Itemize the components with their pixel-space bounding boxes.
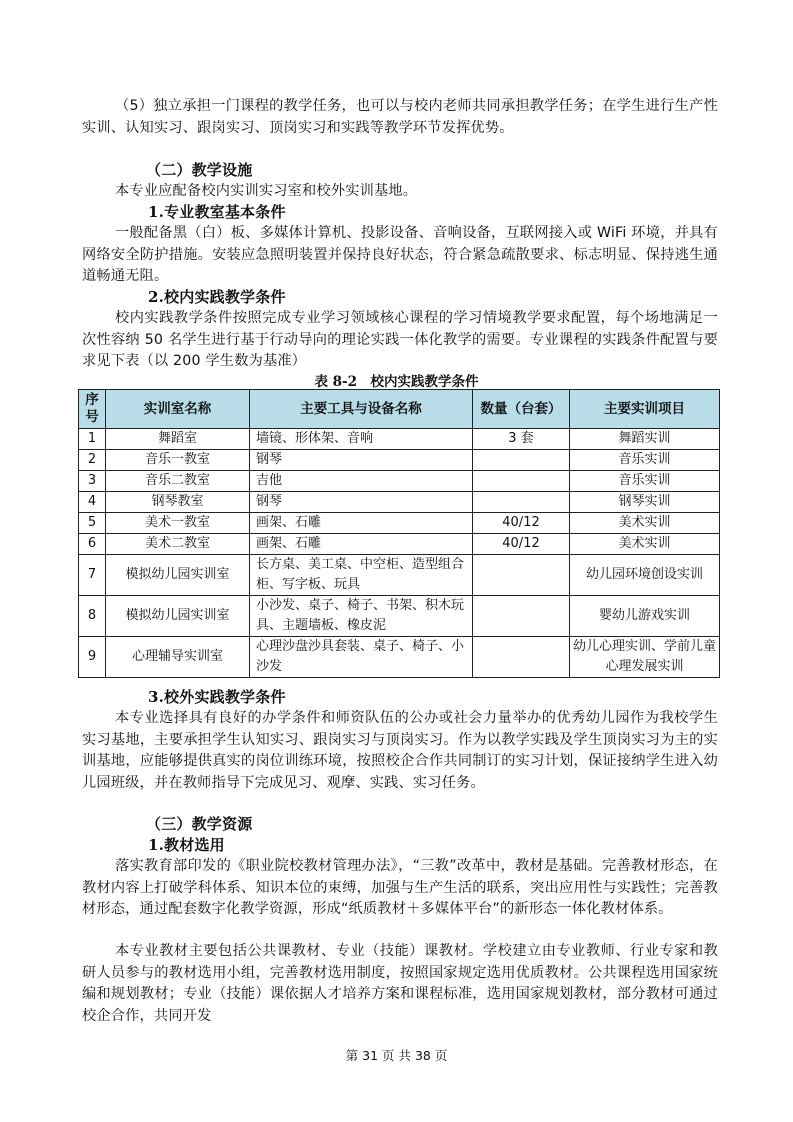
cell-quantity: [473, 637, 570, 678]
heading-teaching-resources: （三）教学资源: [146, 815, 253, 833]
header-quantity: 数量（台套）: [473, 390, 570, 429]
heading-teaching-facilities: （二）教学设施: [146, 161, 253, 179]
heading-textbook-selection: 1.教材选用: [148, 836, 225, 854]
paragraph-teacher-task: （5）独立承担一门课程的教学任务，也可以与校内老师共同承担教学任务；在学生进行生产性实训、认知实习、跟岗实习、顶岗实习和实践等教学环节发挥优势。: [82, 98, 718, 136]
table-row: [79, 492, 720, 513]
cell-quantity: [473, 596, 570, 637]
cell-no: 4: [79, 492, 106, 513]
cell-equipment: 小沙发、桌子、椅子、书架、积木玩具、主题墙板、橡皮泥: [250, 596, 473, 637]
practice-conditions-table: [78, 389, 720, 678]
cell-no: 6: [79, 534, 106, 555]
cell-project: 婴幼儿游戏实训: [570, 596, 720, 637]
paragraph-facilities-intro: 本专业应配备校内实训实习室和校外实训基地。: [115, 183, 418, 199]
cell-project: 音乐实训: [570, 471, 720, 492]
cell-quantity: 3 套: [473, 429, 570, 450]
cell-project: 幼儿心理实训、学前儿童心理发展实训: [570, 637, 720, 678]
cell-room-name: 音乐二教室: [106, 471, 250, 492]
cell-room-name: 模拟幼儿园实训室: [106, 555, 250, 596]
cell-project: 美术实训: [570, 534, 720, 555]
cell-equipment: 钢琴: [250, 492, 473, 513]
cell-quantity: 40/12: [473, 513, 570, 534]
cell-project: 音乐实训: [570, 450, 720, 471]
cell-equipment: 画架、石雕: [250, 513, 473, 534]
cell-quantity: [473, 471, 570, 492]
cell-no: 2: [79, 450, 106, 471]
cell-no: 9: [79, 637, 106, 678]
cell-quantity: [473, 492, 570, 513]
table-row: [79, 513, 720, 534]
cell-no: 8: [79, 596, 106, 637]
table-caption: 表 8-2 校内实践教学条件: [314, 374, 479, 390]
table-header-row: [79, 390, 720, 429]
cell-project: 钢琴实训: [570, 492, 720, 513]
table-row: [79, 429, 720, 450]
cell-quantity: 40/12: [473, 534, 570, 555]
cell-room-name: 美术一教室: [106, 513, 250, 534]
cell-quantity: [473, 555, 570, 596]
cell-no: 5: [79, 513, 106, 534]
table-row: [79, 471, 720, 492]
cell-project: 舞蹈实训: [570, 429, 720, 450]
cell-equipment: 墙镜、形体架、音响: [250, 429, 473, 450]
cell-no: 3: [79, 471, 106, 492]
table-row: [79, 450, 720, 471]
header-room: 实训室名称: [106, 390, 250, 429]
cell-equipment: 吉他: [250, 471, 473, 492]
paragraph-classroom-conditions: 一般配备黑（白）板、多媒体计算机、投影设备、音响设备，互联网接入或 WiFi 环境，并具有网络安全防护措施。安装应急照明装置并保持良好状态，符合紧急疏散要求、标志明显、保持逃生通道畅通无阻。: [82, 225, 718, 284]
header-no: 序号: [79, 390, 106, 429]
cell-equipment: 心理沙盘沙具套装、桌子、椅子、小沙发: [250, 637, 473, 678]
cell-no: 7: [79, 555, 106, 596]
table-row: [79, 534, 720, 555]
header-equipment: 主要工具与设备名称: [250, 390, 473, 429]
cell-equipment: 画架、石雕: [250, 534, 473, 555]
paragraph-offcampus-conditions: 本专业选择具有良好的办学条件和师资队伍的公办或社会力量举办的优秀幼儿园作为我校学生实习基地，主要承担学生认知实习、跟岗实习与顶岗实习。作为以教学实践及学生顶岗实习为主的实训基地，应能够提供真实的岗位训练环境，按照校企合作共同制订的实习计划，保证接纳学生进入幼儿园班级，并在教师指导下完成见习、观摩、实践、实习任务。: [82, 710, 718, 791]
cell-room-name: 心理辅导实训室: [106, 637, 250, 678]
table-row: [79, 637, 720, 678]
cell-room-name: 钢琴教室: [106, 492, 250, 513]
table-row: [79, 596, 720, 637]
cell-no: 1: [79, 429, 106, 450]
cell-room-name: 舞蹈室: [106, 429, 250, 450]
heading-oncampus-conditions: 2.校内实践教学条件: [148, 288, 286, 306]
cell-room-name: 模拟幼儿园实训室: [106, 596, 250, 637]
cell-room-name: 美术二教室: [106, 534, 250, 555]
cell-project: 美术实训: [570, 513, 720, 534]
paragraph-textbook-reform: 落实教育部印发的《职业院校教材管理办法》，“三教”改革中，教材是基础。完善教材形态，在教材内容上打破学科体系、知识本位的束缚，加强与生产生活的联系，突出应用性与实践性；完善教材形态，通过配套数字化教学资源，形成“纸质教材＋多媒体平台”的新形态一体化教材体系。: [82, 858, 718, 917]
paragraph-textbook-types: 本专业教材主要包括公共课教材、专业（技能）课教材。学校建立由专业教师、行业专家和教研人员参与的教材选用小组，完善教材选用制度，按照国家规定选用优质教材。公共课程选用国家统编和规划教材；专业（技能）课依据人才培养方案和课程标准，选用国家规划教材，部分教材可通过校企合作，共同开发: [82, 943, 718, 1024]
cell-equipment: 钢琴: [250, 450, 473, 471]
cell-equipment: 长方桌、美工桌、中空柜、造型组合柜、写字板、玩具: [250, 555, 473, 596]
paragraph-oncampus-conditions: 校内实践教学条件按照完成专业学习领域核心课程的学习情境教学要求配置，每个场地满足一次性容纳 50 名学生进行基于行动导向的理论实践一体化教学的需要。专业课程的实践条件配置与要求见下表（以 200 学生数为基准）: [82, 310, 718, 369]
page-number-footer: 第 31 页 共 38 页: [345, 1048, 448, 1063]
cell-room-name: 音乐一教室: [106, 450, 250, 471]
heading-offcampus-conditions: 3.校外实践教学条件: [148, 688, 286, 706]
header-project: 主要实训项目: [570, 390, 720, 429]
table-row: [79, 555, 720, 596]
cell-project: 幼儿园环境创设实训: [570, 555, 720, 596]
cell-quantity: [473, 450, 570, 471]
heading-classroom-conditions: 1.专业教室基本条件: [148, 203, 286, 221]
